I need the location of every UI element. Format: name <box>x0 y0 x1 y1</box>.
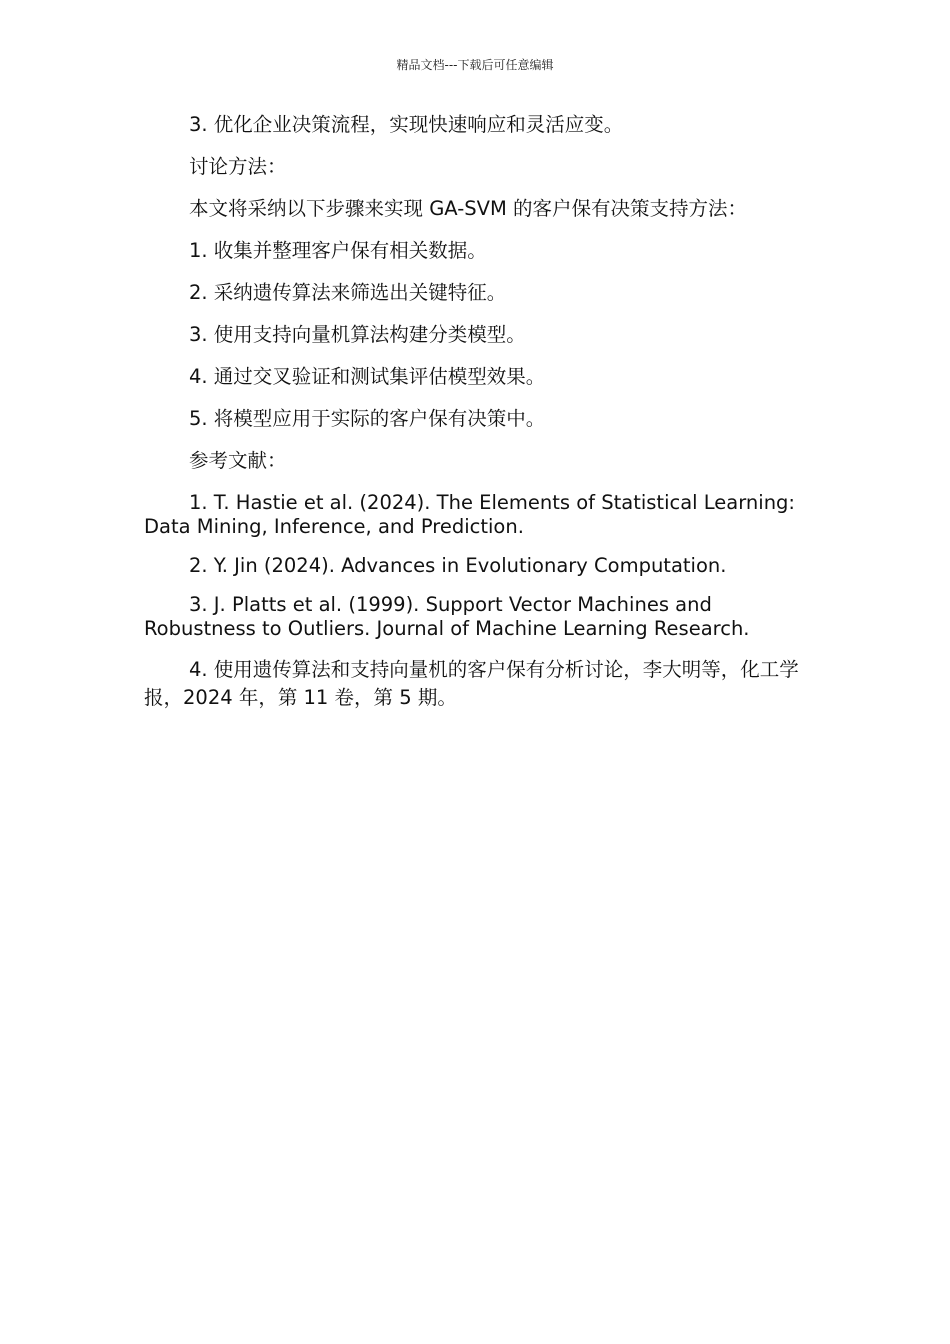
page-header: 精品文档---下载后可任意编辑 <box>396 58 554 72</box>
method-intro: 本文将采纳以下步骤来实现 GA-SVM 的客户保有决策支持方法： <box>189 197 747 220</box>
reference-item: 3. J. Platts et al. (1999). Support Vector Machines and Robustness to Outliers. Journal of Machine Learning Research. <box>144 593 750 640</box>
step-item: 1. 收集并整理客户保有相关数据。 <box>189 239 487 262</box>
references-heading: 参考文献： <box>189 449 287 472</box>
goal-item-3: 3. 优化企业决策流程，实现快速响应和灵活应变。 <box>189 113 624 136</box>
step-item: 5. 将模型应用于实际的客户保有决策中。 <box>189 407 546 430</box>
document-body <box>144 113 824 727</box>
discussion-heading: 讨论方法： <box>189 155 287 178</box>
reference-item: 4. 使用遗传算法和支持向量机的客户保有分析讨论，李大明等，化工学报，2024 年，第 11 卷，第 5 期。 <box>144 658 799 709</box>
step-item: 2. 采纳遗传算法来筛选出关键特征。 <box>189 281 507 304</box>
step-item: 4. 通过交叉验证和测试集评估模型效果。 <box>189 365 546 388</box>
reference-item: 1. T. Hastie et al. (2024). The Elements of Statistical Learning: Data Mining, Inference, and Prediction. <box>144 491 795 538</box>
step-item: 3. 使用支持向量机算法构建分类模型。 <box>189 323 526 346</box>
reference-item: 2. Y. Jin (2024). Advances in Evolutionary Computation. <box>189 554 727 577</box>
